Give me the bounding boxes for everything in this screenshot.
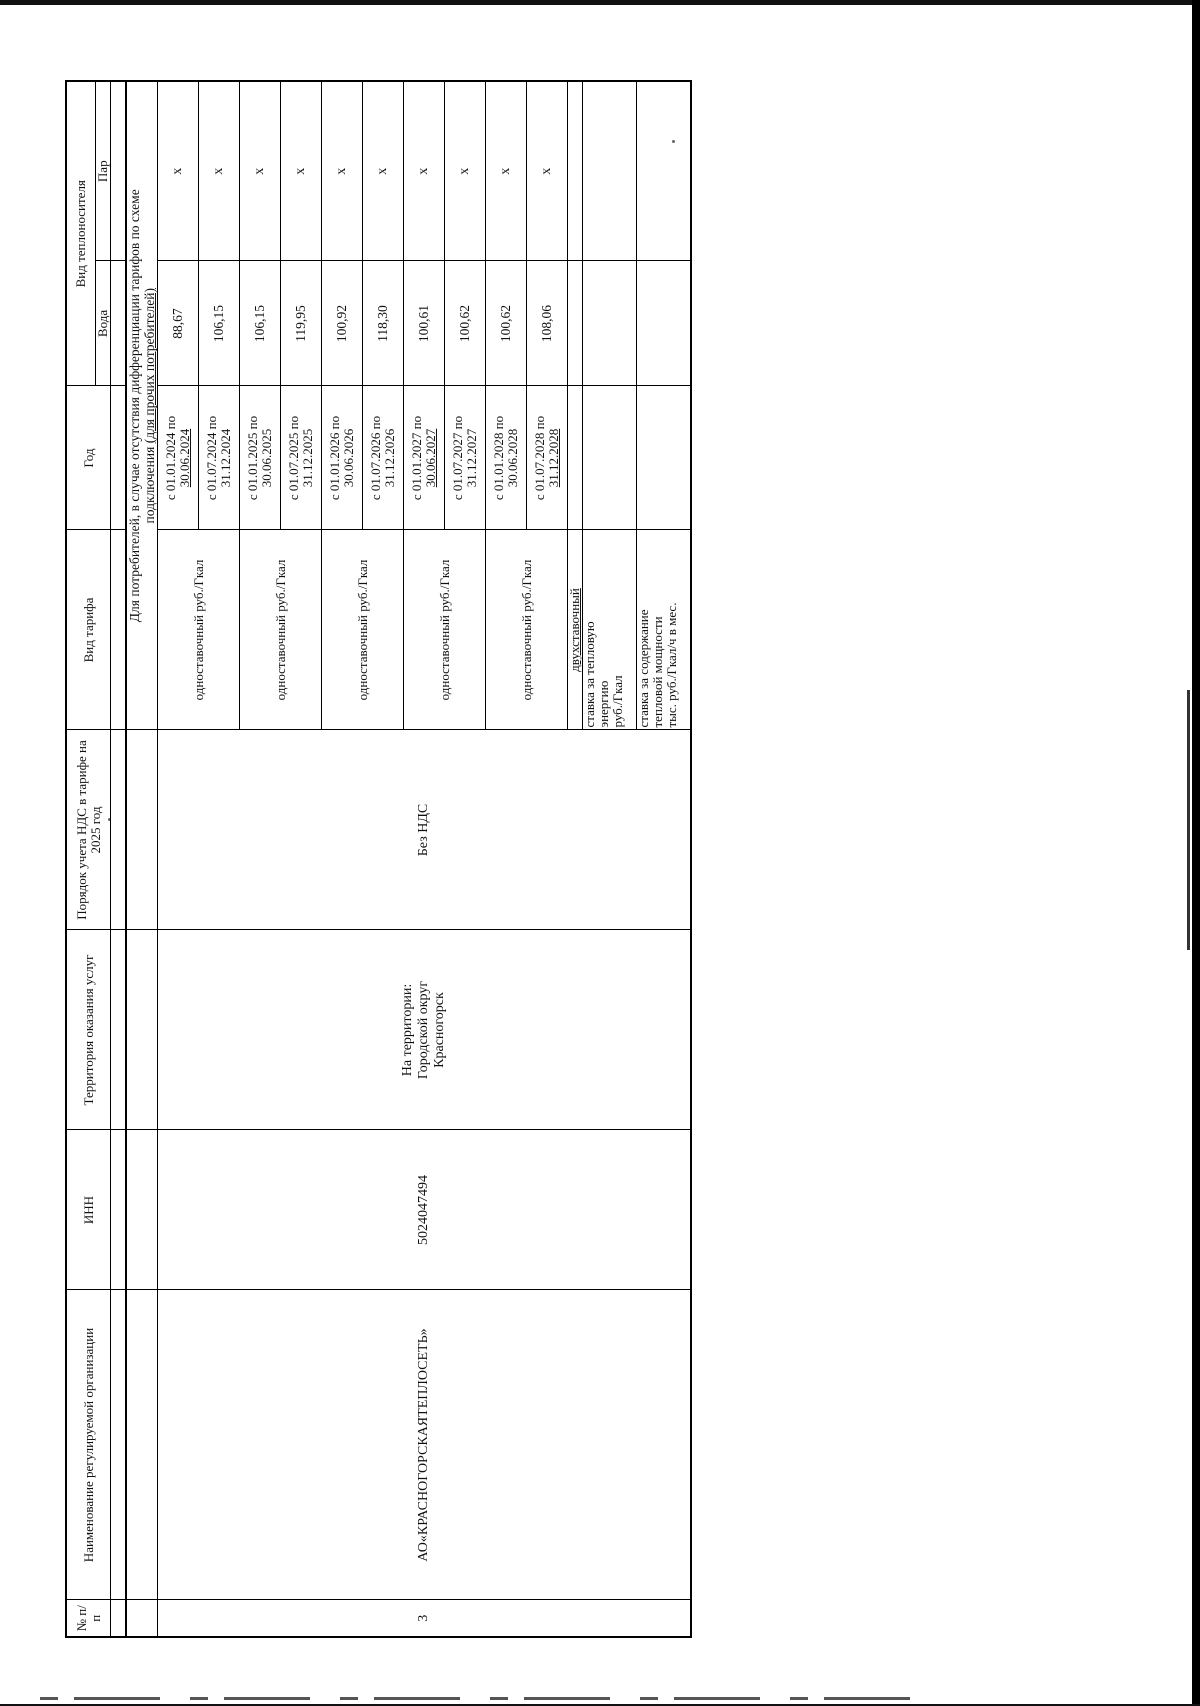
col-steam-header: Пар [96, 81, 111, 261]
capacity-rate-line-3: тыс. руб./Гкал/ч в мес. [664, 602, 679, 728]
year-line-2: 31.12.2026 [382, 428, 397, 488]
col-num-header: № п/п [66, 1600, 111, 1637]
empty-cell [568, 261, 583, 386]
steam-value: х [322, 81, 363, 261]
water-value: 108,06 [527, 261, 568, 386]
tariff-table [65, 80, 692, 1638]
consumer-note-text: Для потребителей, в случае отсутствия дифференциации тарифов по схеме [127, 189, 142, 623]
year-cell [281, 386, 322, 530]
steam-value: х [527, 81, 568, 261]
year-line-2: 31.12.2024 [218, 428, 233, 488]
strip-cell [111, 81, 127, 261]
energy-rate-line-1: ставка за тепловую [582, 621, 597, 728]
empty-cell [637, 261, 691, 386]
water-value: 100,62 [445, 261, 486, 386]
year-line-1: с 01.01.2027 по [409, 415, 424, 501]
col-heat-carrier-header: Вид теплоносителя [66, 81, 96, 386]
year-cell [363, 386, 404, 530]
year-line-2: 30.06.2025 [259, 428, 274, 488]
consumer-note [126, 81, 158, 730]
empty-cell [637, 81, 691, 261]
capacity-rate-label [637, 530, 691, 730]
energy-rate-line-3: руб./Гкал [610, 675, 625, 728]
strip-cell [111, 530, 127, 730]
water-value: 106,15 [199, 261, 240, 386]
energy-rate-label [583, 530, 637, 730]
note-num-cell [126, 1600, 158, 1637]
year-line-1: с 01.07.2025 по [286, 415, 301, 501]
scan-mark [1187, 690, 1190, 950]
year-cell [158, 386, 199, 530]
year-line-1: с 01.07.2024 по [204, 415, 219, 501]
year-line-2: 31.12.2027 [464, 428, 479, 488]
empty-cell [637, 386, 691, 530]
year-line-2: 30.06.2026 [341, 428, 356, 488]
rotated-table-wrapper [65, 82, 679, 1638]
scan-dashes [40, 1697, 940, 1700]
water-value: 100,92 [322, 261, 363, 386]
year-line-2: 31.12.2025 [300, 428, 315, 488]
capacity-rate-line-1: ставка за содержание [636, 609, 651, 728]
territory-line-1: На территории: [399, 983, 415, 1077]
org-vat: Без НДС [158, 730, 691, 930]
single-rate-label: одноставочный руб./Гкал [486, 530, 568, 730]
year-line-1: с 01.01.2028 по [491, 415, 506, 501]
org-inn: 5024047494 [158, 1130, 691, 1290]
year-line-2: 30.06.2028 [505, 428, 520, 488]
steam-value: х [158, 81, 199, 261]
empty-cell [568, 386, 583, 530]
col-vat-header: Порядок учета НДС в тарифе на 2025 год [66, 730, 111, 930]
water-value: 100,62 [486, 261, 527, 386]
strip-cell [111, 1130, 127, 1290]
year-line-2: 31.12.2028 [546, 428, 561, 488]
empty-cell [583, 386, 637, 530]
single-rate-label: одноставочный руб./Гкал [404, 530, 486, 730]
scan-edge-top [0, 0, 1200, 5]
year-cell [404, 386, 445, 530]
steam-value: х [281, 81, 322, 261]
water-value: 88,67 [158, 261, 199, 386]
year-cell [445, 386, 486, 530]
note-left-cell [126, 1130, 158, 1290]
note-left-cell [126, 1290, 158, 1600]
water-value: 106,15 [240, 261, 281, 386]
strip-cell [111, 386, 127, 530]
note-left-cell [126, 930, 158, 1130]
empty-strip-row [111, 81, 127, 1637]
year-cell [527, 386, 568, 530]
org-territory [158, 930, 691, 1130]
year-line-1: с 01.01.2026 по [327, 415, 342, 501]
year-cell [240, 386, 281, 530]
steam-value: х [404, 81, 445, 261]
water-value: 119,95 [281, 261, 322, 386]
col-tariff-type-header: Вид тарифа [66, 530, 111, 730]
year-cell [199, 386, 240, 530]
col-inn-header: ИНН [66, 1130, 111, 1290]
year-line-2: 30.06.2027 [423, 428, 438, 488]
steam-value: х [199, 81, 240, 261]
strip-cell [111, 261, 127, 386]
col-territory-header: Территория оказания услуг [66, 930, 111, 1130]
steam-value: х [363, 81, 404, 261]
col-org-header: Наименование регулируемой организации [66, 1290, 111, 1600]
year-cell [486, 386, 527, 530]
year-line-1: с 01.07.2026 по [368, 415, 383, 501]
two-part-label: двухставочный [568, 530, 583, 730]
single-rate-label: одноставочный руб./Гкал [322, 530, 404, 730]
single-rate-label: одноставочный руб./Гкал [158, 530, 240, 730]
consumer-note-row [126, 81, 158, 1637]
strip-cell [111, 1290, 127, 1600]
energy-rate-line-2: энергию [596, 680, 611, 728]
empty-cell [583, 261, 637, 386]
org-name: АО«КРАСНОГОРСКАЯТЕПЛОСЕТЬ» [158, 1290, 691, 1600]
water-value: 100,61 [404, 261, 445, 386]
col-water-header: Вода [96, 261, 111, 386]
water-value: 118,30 [363, 261, 404, 386]
steam-value: х [486, 81, 527, 261]
year-line-1: с 01.01.2024 по [163, 415, 178, 501]
territory-line-2: Городской округ [415, 980, 431, 1080]
scan-edge-right [1192, 0, 1200, 1706]
consumer-note-text-3: (для прочих потребителей) [142, 288, 157, 444]
strip-cell [111, 1600, 127, 1637]
year-line-1: с 01.01.2025 по [245, 415, 260, 501]
year-line-1: с 01.07.2028 по [532, 415, 547, 501]
single-rate-label: одноставочный руб./Гкал [240, 530, 322, 730]
year-line-1: с 01.07.2027 по [450, 415, 465, 501]
year-line-2: 30.06.2024 [177, 428, 192, 488]
strip-cell [111, 930, 127, 1130]
note-left-cell [126, 730, 158, 930]
col-year-header: Год [66, 386, 111, 530]
capacity-rate-line-2: тепловой мощности [650, 616, 665, 728]
year-cell [322, 386, 363, 530]
header-row [66, 81, 96, 1637]
steam-value: х [445, 81, 486, 261]
empty-cell [568, 81, 583, 261]
strip-cell [111, 730, 127, 930]
steam-value: х [240, 81, 281, 261]
empty-cell [583, 81, 637, 261]
org-num: 3 [158, 1600, 691, 1637]
consumer-note-text-2: подключения [142, 446, 157, 524]
tariff-row [158, 81, 199, 1637]
territory-line-3: Красногорск [431, 992, 447, 1068]
